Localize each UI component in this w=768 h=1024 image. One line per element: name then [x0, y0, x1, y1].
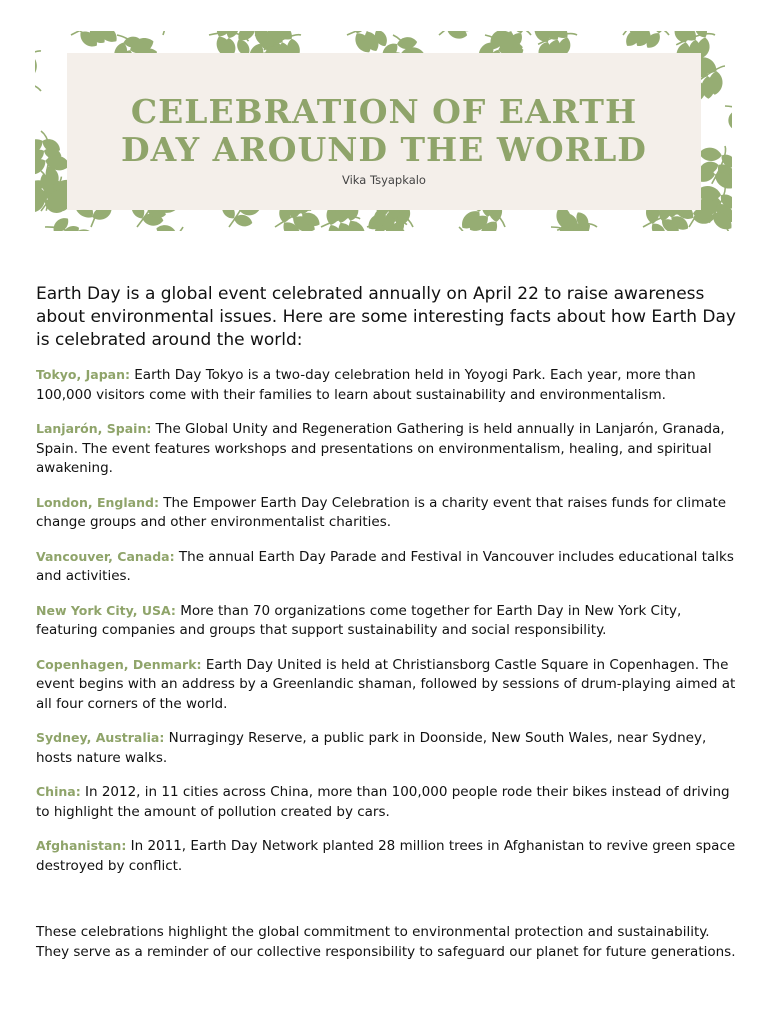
fact-text: The annual Earth Day Parade and Festival in Vancouver includes educational talks and activities. — [36, 548, 734, 584]
facts-list — [36, 365, 736, 890]
intro-paragraph: Earth Day is a global event celebrated annually on April 22 to raise awareness about environmental issues. Here are some interesting facts about how Earth Day is celebrated around the world: — [36, 284, 736, 350]
leaf-shape — [35, 34, 37, 60]
fact-place: London, England: — [36, 494, 159, 510]
fact-text: Earth Day Tokyo is a two-day celebration held in Yoyogi Park. Each year, more than 100,000 visitors come with their families to learn about sustainability and environmentalism. — [36, 367, 696, 403]
fact-item — [36, 547, 736, 587]
fact-item — [36, 836, 736, 876]
title-card — [67, 53, 701, 210]
title-line-2: DAY AROUND THE WORLD — [121, 130, 647, 169]
fact-item — [36, 419, 736, 479]
author-name: Vika Tsyapkalo — [342, 173, 426, 187]
fact-text: The Global Unity and Regeneration Gathering is held annually in Lanjarón, Granada, Spain. The event features workshops and presentations on environmentalism, healing, and spiritual awakening. — [36, 421, 725, 476]
fact-item — [36, 728, 736, 768]
fact-place: China: — [36, 784, 81, 799]
fact-text: The Empower Earth Day Celebration is a charity event that raises funds for climate change groups and other environmentalist charities. — [36, 494, 727, 530]
fact-place: Vancouver, Canada: — [36, 548, 175, 564]
fact-text: In 2011, Earth Day Network planted 28 million trees in Afghanistan to revive green space destroyed by conflict. — [36, 838, 736, 874]
fact-place: Sydney, Australia: — [36, 730, 165, 745]
fact-place: Copenhagen, Denmark: — [36, 656, 202, 672]
fact-text: Earth Day United is held at Christiansborg Castle Square in Copenhagen. The event begins with an address by a Greenlandic shaman, followed by sessions of drum-playing aimed at all four corners of the world. — [36, 656, 736, 712]
fact-item — [36, 493, 736, 533]
fact-item — [36, 782, 736, 822]
leaf-shape — [698, 147, 722, 163]
fact-text: More than 70 organizations come together for Earth Day in New York City, featuring companies and groups that support sustainability and social responsibility. — [36, 602, 682, 638]
leaf-shape — [35, 88, 37, 113]
fact-item — [36, 601, 736, 641]
fact-item — [36, 365, 736, 405]
leaf-shape — [653, 31, 664, 33]
fact-place: New York City, USA: — [36, 602, 176, 618]
fact-place: Afghanistan: — [36, 838, 127, 853]
leaf-stem — [162, 31, 167, 35]
title-line-1: CELEBRATION OF EARTH — [130, 92, 638, 131]
page-title — [67, 93, 701, 169]
leaf-shape — [35, 54, 39, 81]
leaf-shape — [728, 111, 732, 129]
conclusion-paragraph: These celebrations highlight the global commitment to environmental protection and sustainability. They serve as a reminder of our collective responsibility to safeguard our planet for future generations. — [36, 924, 736, 960]
fact-place: Lanjarón, Spain: — [36, 421, 152, 436]
fact-place: Tokyo, Japan: — [36, 367, 130, 382]
fact-text: In 2012, in 11 cities across China, more than 100,000 people rode their bikes instead of driving to highlight the amount of pollution created by cars. — [36, 784, 730, 820]
leaf-shape — [445, 31, 469, 41]
fact-text: Nurragingy Reserve, a public park in Doonside, New South Wales, near Sydney, hosts nature walks. — [36, 730, 707, 766]
leaf-shape — [35, 71, 36, 92]
leaf-stem — [35, 83, 41, 91]
fact-item — [36, 655, 736, 715]
